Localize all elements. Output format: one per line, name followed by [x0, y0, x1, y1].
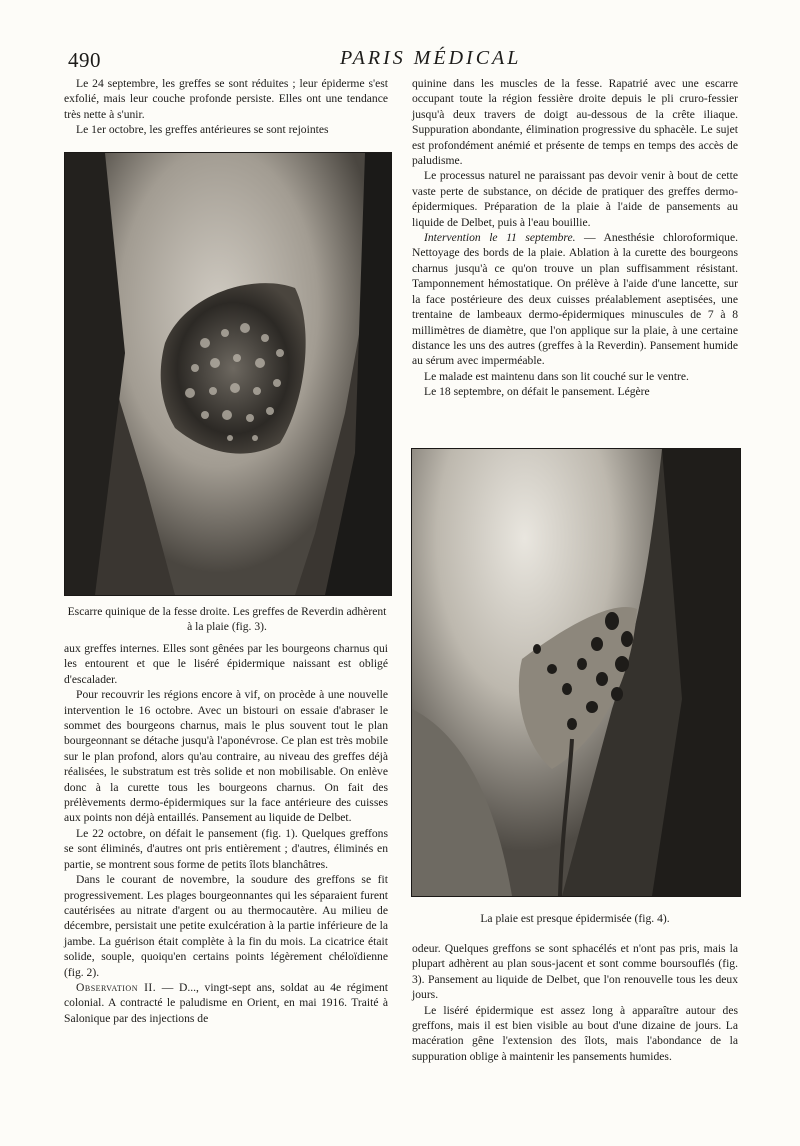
- page-number: 490: [68, 48, 101, 72]
- figure-4-caption: La plaie est presque épidermisée (fig. 4).: [480, 912, 670, 925]
- paragraph: odeur. Quelques greffons se sont sphacélés et n'ont pas pris, mais la plupart adhèrent au plan sous-jacent et sont comme boursouflés (fig. 3). Pansement au liquide de Delbet, que l'on renouvelle tous les deux jours.: [412, 942, 738, 1002]
- paragraph: Le 22 octobre, on défait le pansement (fig. 1). Quelques greffons se sont éliminés, d'autres ont pris entièrement ; d'autres, éliminés en partie, se montrent sous forme de petits îlots blanchâtres.: [64, 826, 388, 871]
- right-column-top: [412, 76, 738, 400]
- paragraph: Pour recouvrir les régions encore à vif, on procède à une nouvelle intervention le 16 octobre. Avec un bistouri on essaie d'abraser le sommet des bourgeons charnus, mais le plus souvent tout le plan bourgeonnant se détache jusqu'à l'aponévrose. Ce plan est très mobile sur le plan profond, alors qu'au contraire, au niveau des greffes déjà réalisées, le substratum est très solide et non mobilisable. On enlève donc à la curette tous les bourgeons charnus. On fait des prélèvements dermo-épidermiques sur la face antérieure des cuisses aux points non déjà entaillés. Pansement au liquide de Delbet.: [64, 688, 388, 825]
- figure-4-photo: [411, 448, 741, 897]
- paragraph: Dans le courant de novembre, la soudure des greffons se fit progressivement. Les plages bourgeonnantes qui les séparaient furent cautérisées au nitrate d'argent ou au thermocautère. Au milieu de décembre, persistait une petite exulcération à la partie inférieure de la jambe. La guérison était complète à la fin du mois. La cicatrice était solide, souple, quoiqu'en certains points légèrement chéloïdienne (fig. 2).: [64, 873, 388, 979]
- observation-paragraph: [64, 980, 388, 1026]
- paragraph: Le liséré épidermique est assez long à apparaître autour des greffons, mais il est bien visible au bout d'une dizaine de jours. La macération gêne l'extension des îlots, mais l'abondance de la suppuration oblige à maintenir les pansements humides.: [412, 1003, 738, 1063]
- paragraph: Le 1er octobre, les greffes antérieures se sont rejointes: [76, 123, 329, 137]
- intervention-text: — Anesthésie chloroformique. Nettoyage des bords de la plaie. Ablation à la curette des bourgeons charnus jusqu'à ce qu'on trouve un plan suffisamment résistant. Tamponnement hémostatique. On prélève à l'aide d'une lancette, sur la face postérieure des deux cuisses préalablement aseptisées, une trentaine de lambeaux dermo-épidermiques minuscules de 7 à 8 millimètres de diamètre, que l'on applique sur la plaie, à une certaine distance les uns des autres (greffes à la Reverdin). Pansement humide au sérum avec imperméable.: [412, 231, 738, 368]
- intervention-paragraph: [412, 230, 738, 369]
- left-column-top: [64, 76, 388, 138]
- left-column-bottom: [64, 641, 388, 1026]
- paragraph: quinine dans les muscles de la fesse. Rapatrié avec une escarre occupant toute la région fessière droite depuis le pli cruro-fessier jusqu'à deux travers de doigt au-dessous de la crête iliaque. Suppuration abondante, élimination progressive du sphacèle. Le sujet est profondément anémié et présente de temps en temps des accès de paludisme.: [412, 77, 738, 168]
- observation-label: Observation II.: [76, 980, 157, 994]
- paragraph: Le malade est maintenu dans son lit couché sur le ventre.: [424, 369, 689, 383]
- observation-text: — D..., vingt-sept ans, soldat au 4e régiment colonial. A contracté le paludisme en Orient, en mai 1916. Traité à Salonique par des injections de: [64, 980, 388, 1025]
- paragraph: Le 24 septembre, les greffes se sont réduites ; leur épiderme s'est exfolié, mais leur couche profonde persiste. Elles ont une tendance très nette à s'unir.: [64, 77, 388, 121]
- paragraph: aux greffes internes. Elles sont gênées par les bourgeons charnus qui les entourent et que le liséré épidermique naissant est obligé d'escalader.: [64, 642, 388, 686]
- running-head: PARIS MÉDICAL: [340, 47, 522, 69]
- right-column-bottom: [412, 941, 738, 1064]
- figure-3-caption: Escarre quinique de la fesse droite. Les greffes de Reverdin adhèrent à la plaie (fig. 3).: [67, 605, 387, 633]
- figure-3-photo: [64, 152, 392, 596]
- intervention-label: Intervention le 11 septembre.: [424, 231, 576, 245]
- paragraph: Le processus naturel ne paraissant pas devoir venir à bout de cette vaste perte de substance, on décide de pratiquer des greffes dermo-épidermiques. Préparation de la plaie à l'aide de pansements au liquide de Delbet, puis à l'eau bouillie.: [412, 169, 738, 229]
- paragraph: Le 18 septembre, on défait le pansement. Légère: [424, 385, 650, 399]
